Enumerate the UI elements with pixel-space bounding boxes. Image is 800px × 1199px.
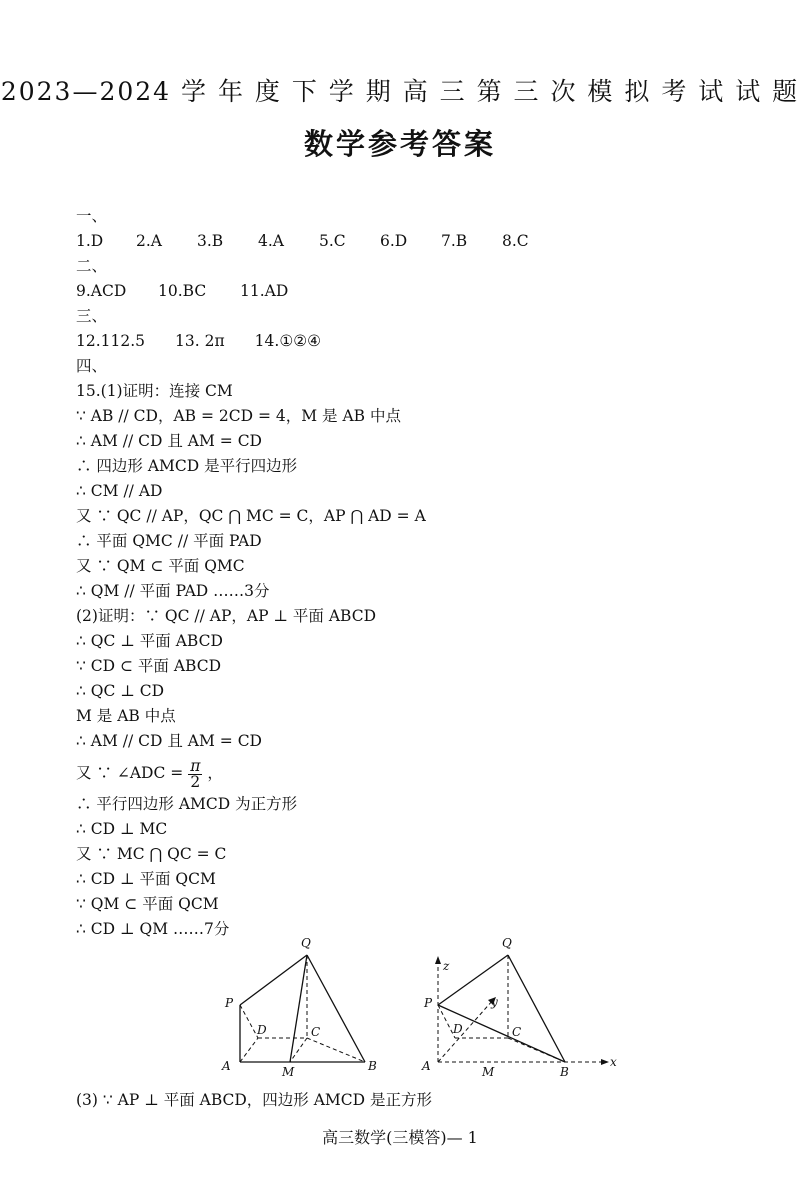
proof-line: M 是 AB 中点 [76, 707, 176, 725]
proof-line: (2)证明：∵ QC // AP，AP ⊥ 平面 ABCD [76, 607, 377, 625]
label-m: M [482, 1065, 495, 1079]
proof-line: ∵ AB // CD，AB = 2CD = 4，M 是 AB 中点 [76, 407, 401, 425]
proof-line: ∴ 四边形 AMCD 是平行四边形 [76, 457, 298, 475]
answer-item: 10.BC [158, 282, 207, 300]
label-c: C [512, 1025, 522, 1039]
proof-line: 又 ∵ MC ⋂ QC = C [76, 845, 227, 863]
proof-line: ∴ 平面 QMC // 平面 PAD [76, 532, 262, 550]
multi-select-answers [76, 279, 756, 304]
figure-coordinate-system [435, 955, 609, 1065]
answer-item: 11.AD [240, 282, 289, 300]
angle-suffix: ， [207, 764, 223, 782]
proof-line: ∵ QM ⊂ 平面 QCM [76, 895, 219, 913]
label-b: B [368, 1059, 377, 1073]
label-m: M [282, 1065, 295, 1079]
label-q: Q [502, 936, 512, 950]
proof-line: (3) ∵ AP ⊥ 平面 ABCD，四边形 AMCD 是正方形 [76, 1091, 433, 1109]
proof-line: ∴ QC ⊥ CD [76, 682, 165, 700]
label-a: A [222, 1059, 231, 1073]
proof-line: ∵ CD ⊂ 平面 ABCD [76, 657, 222, 675]
figures-svg [210, 930, 620, 1080]
answer-item: 5.C [319, 232, 346, 250]
proof-line: ∴ CD ⊥ QM ……7分 [76, 920, 230, 938]
proof-line: ∴ CD ⊥ MC [76, 820, 168, 838]
label-d: D [257, 1023, 267, 1037]
answer-item: 8.C [502, 232, 529, 250]
section-three-heading: 三、 [76, 307, 108, 325]
answer-item: 3.B [197, 232, 224, 250]
answer-item: 12.112.5 [76, 332, 146, 350]
edge-qb [508, 955, 565, 1062]
edge-pd [240, 1005, 258, 1038]
fraction-denominator: 2 [190, 772, 201, 791]
z-arrow-icon [435, 956, 441, 964]
answer-item: 4.A [258, 232, 284, 250]
label-c: C [311, 1025, 321, 1039]
x-arrow-icon [601, 1059, 609, 1065]
label-x: x [610, 1055, 617, 1069]
proof-line: ∴ AM // CD 且 AM = CD [76, 432, 262, 450]
label-z: z [443, 959, 450, 973]
geometry-figures [210, 930, 620, 1080]
answer-body [76, 204, 756, 942]
label-a: A [422, 1059, 431, 1073]
label-d: D [453, 1022, 463, 1036]
edge-qb [307, 955, 365, 1062]
proof-line: ∴ QM // 平面 PAD ……3分 [76, 582, 270, 600]
label-q: Q [301, 936, 311, 950]
answer-item: 1.D [76, 232, 104, 250]
exam-title: 2023—2024 学 年 度 下 学 期 高 三 第 三 次 模 拟 考 试 试 题 [0, 77, 800, 106]
proof-line: ∴ 平行四边形 AMCD 为正方形 [76, 795, 298, 813]
section-two-heading: 二、 [76, 257, 108, 275]
proof-line: ∴ CD ⊥ 平面 QCM [76, 870, 216, 888]
answer-item: 9.ACD [76, 282, 127, 300]
answer-item: 2.A [136, 232, 162, 250]
multiple-choice-answers [76, 229, 756, 254]
proof-line: 又 ∵ QC // AP，QC ⋂ MC = C，AP ⋂ AD = A [76, 507, 426, 525]
proof-line: 又 ∵ QM ⊂ 平面 QMC [76, 557, 245, 575]
pi-over-two-fraction [188, 756, 202, 791]
answer-item: 13. 2π [175, 332, 225, 350]
page-footer: 高三数学(三模答)— 1 [322, 1128, 478, 1147]
section-one-heading: 一、 [76, 207, 108, 225]
section-four-heading: 四、 [76, 357, 108, 375]
proof-line: ∴ CM // AD [76, 482, 163, 500]
proof-line: ∴ QC ⊥ 平面 ABCD [76, 632, 223, 650]
fraction-numerator: π [190, 756, 201, 775]
label-b: B [560, 1065, 569, 1079]
answer-item: 7.B [441, 232, 468, 250]
edge-qm [290, 955, 307, 1062]
angle-line [76, 754, 756, 792]
page-title: 数学参考答案 [303, 127, 496, 161]
answer-item: 6.D [380, 232, 408, 250]
label-p: P [225, 996, 234, 1010]
fill-blank-answers [76, 329, 756, 354]
edge-cb [508, 1038, 565, 1062]
label-p: P [424, 996, 433, 1010]
edge-ad [240, 1038, 258, 1062]
angle-prefix: 又 ∵ ∠ADC = [76, 764, 184, 782]
edge-pq [240, 955, 307, 1005]
proof-line: ∴ AM // CD 且 AM = CD [76, 732, 262, 750]
answer-item: 14.①②④ [254, 332, 322, 350]
label-y: y [491, 995, 498, 1009]
edge-cb [307, 1038, 365, 1062]
figure-pyramid [240, 955, 365, 1062]
proof-line: 15.(1)证明：连接 CM [76, 382, 233, 400]
